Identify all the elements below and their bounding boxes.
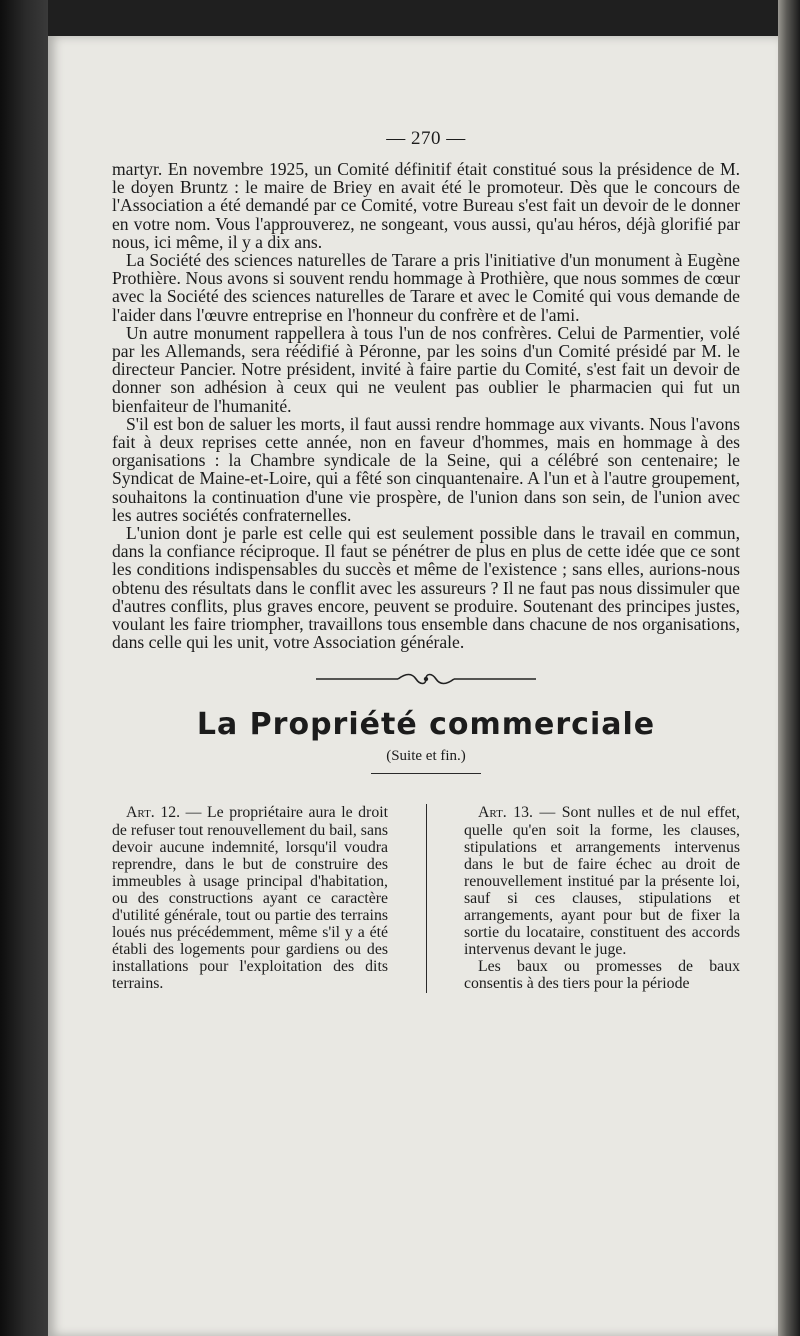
paragraph-5: L'union dont je parle est celle qui est seulement possible dans le travail en commun, dans la confiance réciproque. Il faut se pénétrer de plus en plus de cette idée que ce sont les conditions indispensables du succès et même de l'existence ; sans elles, aurions-nous obtenu des résultats dans le conflit avec les assureurs ? Il ne faut pas nous dissimuler que d'autres conflits, plus graves encore, peuvent se produire. Soutenant des principes justes, voulant les faire triompher, travaillons tous ensemble dans chacune de nos organisations, dans celle qui les unit, votre Association générale. (112, 523, 740, 653)
two-column-text (112, 804, 740, 992)
article-12-label: Art. 12. (126, 804, 181, 822)
paragraph-3: Un autre monument rappellera à tous l'un de nos confrères. Celui de Parmentier, volé par les Allemands, sera réédifié à Péronne, par les soins d'un Comité présidé par M. le directeur Pancier. Notre président, invité à faire partie du Comité, s'est fait un devoir de donner son adhésion à ceux qui ne veulent pas oublier le pharmacien qui fut un bienfaiteur de l'humanité. (112, 322, 740, 416)
paragraph-1: martyr. En novembre 1925, un Comité définitif était constitué sous la présidence de M. le doyen Bruntz : le maire de Briey en avait été le promoteur. Dès que le concours de l'Association a été demandé par ce Comité, votre Bureau s'est fait un devoir de le donner en votre nom. Vous l'approuverez, ne songeant, vous aussi, qu'au héros, déjà glorifié par nous, ici même, il y a dix ans. (112, 159, 740, 252)
book-page-edges (778, 0, 800, 1336)
paragraph-2: La Société des sciences naturelles de Tarare a pris l'initiative d'un monument à Eugène Prothière. Nous avons si souvent rendu hommage à Prothière, que nous sommes de cœur avec la Société des sciences naturelles de Tarare et avec le Comité qui vous demande de l'aider dans l'œuvre entreprise en l'honneur du confrère et de l'ami. (112, 250, 740, 325)
section-subtitle: (Suite et fin.) (386, 748, 466, 765)
page-number: — 270 — (386, 128, 466, 149)
article-12-text: — Le propriétaire aura le droit de refuser tout renouvellement du bail, sans devoir aucune indemnité, lorsqu'il voudra reprendre, dans le but de construire des immeubles à usage principal d'habitation, ou des constructions ayant ce caractère d'utilité générale, tout ou partie des terrains loués nus précédemment, même s'il y a été établi des logements pour gardiens ou des installations pour l'exploitation des dits terrains. (112, 804, 388, 993)
article-13-continuation: Les baux ou promesses de baux consentis à des tiers pour la période (464, 958, 740, 993)
section-title: La Propriété commerciale (196, 707, 656, 743)
article-13 (464, 804, 740, 958)
article-12 (112, 804, 388, 992)
column-divider (426, 804, 427, 992)
book-binding-left (0, 0, 48, 1336)
left-column (112, 804, 388, 992)
article-13-label: Art. 13. (478, 804, 533, 822)
ornament-divider-icon (316, 671, 536, 687)
title-rule (371, 773, 481, 774)
article-13-text: — Sont nulles et de nul effet, quelle qu'en soit la forme, les clauses, stipulations et arrangements intervenus dans le but de faire échec au droit de renouvellement institué par la présente loi, sauf si ces clauses, stipulations et arrangements, ayant pour but de fixer la sortie du locataire, constituent des accords intervenus devant le juge. (464, 804, 740, 959)
page-content (112, 92, 740, 993)
right-column (464, 804, 740, 992)
paragraph-4: S'il est bon de saluer les morts, il faut aussi rendre hommage aux vivants. Nous l'avons fait à deux reprises cette année, non en faveur d'hommes, mais en hommage à des organisations : la Chambre syndicale de la Seine, qui a célébré son centenaire; le Syndicat de Maine-et-Loire, qui a fêté son cinquantenaire. A l'un et à l'autre groupement, souhaitons la continuation d'une vie prospère, de l'union dans son sein, de l'union avec les autres sociétés confraternelles. (112, 413, 740, 525)
